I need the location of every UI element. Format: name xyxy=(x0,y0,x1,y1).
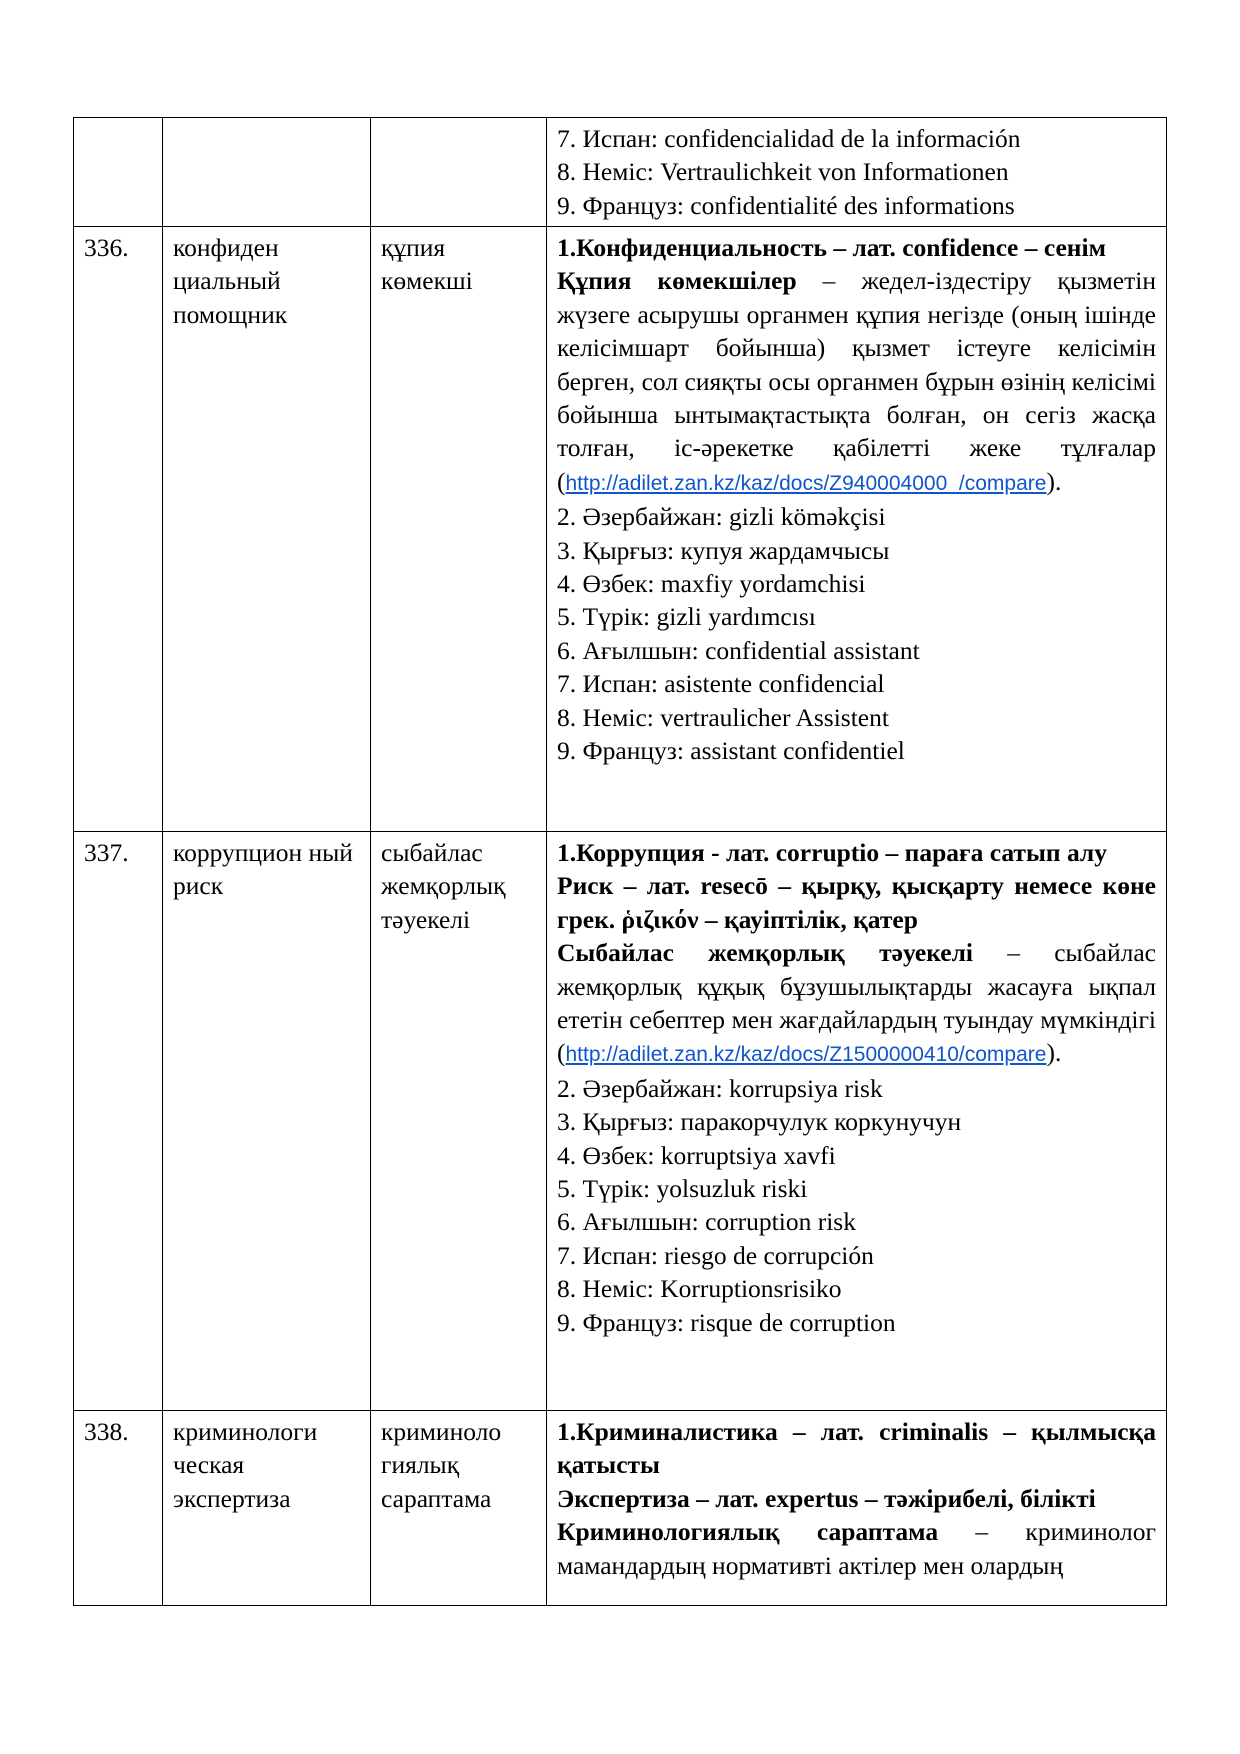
definition-term: Сыбайлас жемқорлық тәуекелі xyxy=(557,938,974,968)
translation-item: 2. Әзербайжан: korrupsiya risk xyxy=(557,1073,883,1103)
term-kazakh: криминоло гиялық сараптама xyxy=(371,1411,547,1606)
entry-description xyxy=(547,118,1167,227)
definition-paragraph xyxy=(557,1515,1156,1582)
etymology-header: Экспертиза – лат. expertus – тәжірибелі, білікті xyxy=(557,1483,1096,1513)
entry-number: 336. xyxy=(74,227,163,832)
translation-item: 5. Түрік: yolsuzluk riski xyxy=(557,1174,808,1204)
translation-item: 9. Француз: assistant confidentiel xyxy=(557,736,905,766)
definition-text: – жедел-іздестіру қызметін жүзеге асырушы органмен құпия негізде (оның ішінде келісімшарт бойынша) қызмет істеуге келісімін берген, сол сияқты осы органмен бұрын өзінің келісімі бойынша ынтымақтастықта болған, он сегіз жасқа толған, іс-әрекетке қабілетті жеке тұлғалар ( xyxy=(557,266,1156,496)
table-row xyxy=(74,1411,1167,1606)
translation-item: 3. Қырғыз: паракорчулук коркунучун xyxy=(557,1107,962,1137)
definition-paragraph xyxy=(557,936,1156,1072)
entry-description xyxy=(547,227,1167,832)
table-row xyxy=(74,118,1167,227)
term-kazakh xyxy=(371,118,547,227)
translation-item: 6. Ағылшын: confidential assistant xyxy=(557,635,920,665)
entry-number xyxy=(74,118,163,227)
table-row xyxy=(74,832,1167,1411)
translation-item: 3. Қырғыз: купуя жардамчысы xyxy=(557,535,890,565)
entry-description xyxy=(547,832,1167,1411)
translation-item: 9. Француз: confidentialité des informations xyxy=(557,190,1015,220)
term-russian xyxy=(163,118,371,227)
definition-paragraph xyxy=(557,264,1156,500)
term-kazakh: сыбайлас жемқорлық тәуекелі xyxy=(371,832,547,1411)
source-link[interactable]: http://adilet.zan.kz/kaz/docs/Z1500000410/compare xyxy=(565,1043,1047,1067)
term-kazakh: құпия көмекші xyxy=(371,227,547,832)
source-link[interactable]: http://adilet.zan.kz/kaz/docs/Z940004000_/compare xyxy=(565,471,1047,495)
definition-text: – сыбайлас жемқорлық құқық бұзушылықтарды жасауға ықпал ететін себептер мен жағдайлардың туындау мүмкіндігі ( xyxy=(557,938,1156,1068)
entry-number: 337. xyxy=(74,832,163,1411)
translation-item: 5. Түрік: gizli yardımcısı xyxy=(557,602,816,632)
term-russian: конфиден циальный помощник xyxy=(163,227,371,832)
translation-item: 7. Испан: riesgo de corrupción xyxy=(557,1240,874,1270)
translation-item: 7. Испан: confidencialidad de la información xyxy=(557,124,1021,153)
entry-description xyxy=(547,1411,1167,1606)
definition-text: – криминолог мамандардың нормативті актілер мен олардың xyxy=(557,1517,1156,1580)
definition-term: Құпия көмекшілер xyxy=(557,266,797,296)
definition-tail: ). xyxy=(1046,1038,1062,1068)
etymology-header: 1.Криминалистика – лат. criminalis – қылмысқа қатысты xyxy=(557,1417,1156,1480)
translation-item: 4. Өзбек: korruptsiya xavfi xyxy=(557,1140,836,1170)
definition-tail: ). xyxy=(1046,466,1062,496)
translation-item: 9. Француз: risque de corruption xyxy=(557,1307,896,1337)
translation-item: 8. Неміс: Vertraulichkeit von Informationen xyxy=(557,157,1009,187)
definition-term: Криминологиялық сараптама xyxy=(557,1517,939,1547)
translation-item: 8. Неміс: Korruptionsrisiko xyxy=(557,1274,842,1304)
translation-item: 4. Өзбек: maxfiy yordamchisi xyxy=(557,569,866,599)
translation-item: 6. Ағылшын: corruption risk xyxy=(557,1207,856,1237)
etymology-header: 1.Конфиденциальность – лат. confidence – сенім xyxy=(557,233,1106,262)
table-row xyxy=(74,227,1167,832)
etymology-header: Риск – лат. resecō – қырқу, қысқарту немесе көне грек. ῥιζικόν – қауіптілік, қатер xyxy=(557,871,1156,934)
term-russian: коррупцион ный риск xyxy=(163,832,371,1411)
etymology-header: 1.Коррупция - лат. corruptio – параға сатып алу xyxy=(557,838,1107,867)
translation-item: 2. Әзербайжан: gizli köməkçisi xyxy=(557,502,886,532)
term-russian: криминологи ческая экспертиза xyxy=(163,1411,371,1606)
document-page xyxy=(73,117,1166,1606)
translation-item: 8. Неміс: vertraulicher Assistent xyxy=(557,702,889,732)
entry-number: 338. xyxy=(74,1411,163,1606)
translation-item: 7. Испан: asistente confidencial xyxy=(557,669,885,699)
glossary-table xyxy=(73,117,1167,1606)
